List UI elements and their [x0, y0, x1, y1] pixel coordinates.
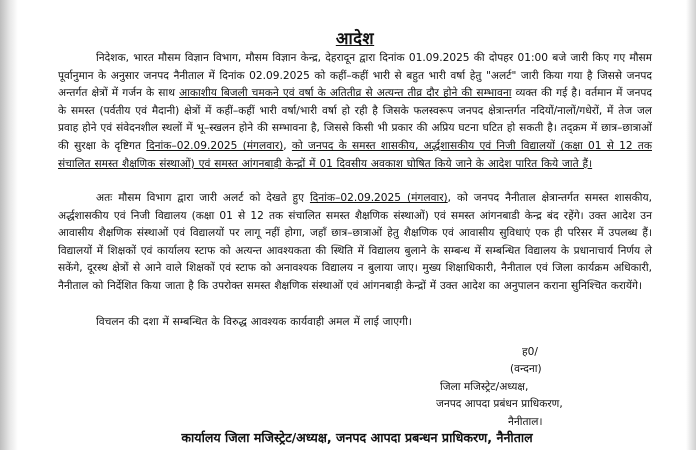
para2-underlined-date: दिनांक–02.09.2025 (मंगलवार) [309, 192, 448, 204]
order-paragraph-3: विचलन की दशा में सम्बन्धित के विरुद्ध आवश्यक कार्यवाही अमल में लाई जाएगी। [96, 316, 412, 328]
para1-text-comma: , [283, 139, 292, 152]
para1-underlined-holiday: को जनपद के समस्त शासकीय, अर्द्धशासकीय एवं निजी विद्यालयों (कक्षा 01 से 12 तक संचालित समस्त शैक्षणिक संस्थाओं) एवं समस्त आंगनबाड़ी केन्द्रों में 01 दिवसीय अवकाश घोषित किये जाने के आदेश पारित किये जाते हैं। [58, 139, 652, 170]
page-edge-shadow-right [686, 0, 696, 450]
order-paragraph-2 [58, 190, 652, 296]
para2-text-start: अतः मौसम विभाग द्वारा जारी अलर्ट को देखते हुए [96, 192, 310, 204]
para2-text-rest: , को जनपद नैनीताल क्षेत्रान्तर्गत समस्त शासकीय, अर्द्धशासकीय एवं निजी विद्यालय (कक्षा 01 से 12 तक संचालित समस्त शैक्षणिक संस्थाओं) एवं समस्त आंगनबाडी केन्द्र बंद रहेंगे। उक्त आदेश उन आवासीय शैक्षणिक संस्थाओं एवं विद्यालयों पर लागू नहीं होगा, जहाँ छात्र–छात्राओं हेतु शैक्षणिक एवं आवासीय सुविधाएं एक ही परिसर में उपलब्ध हैं। विद्यालयों में शिक्षकों एवं कार्यालय स्टाफ को अत्यन्त आवश्यकता की स्थिति में विद्यालय बुलाने के सम्बन्ध में सम्बन्धित विद्यालय के प्रधानाचार्य निर्णय ले सकेंगे, दूरस्थ क्षेत्रों से आने वाले शिक्षकों एवं स्टाफ को अनावश्यक विद्यालय न बुलाया जाए। मुख्य शिक्षाधिकारी, नैनीताल एवं जिला कार्यक्रम अधिकारी, नैनीताल को निर्देशित किया जाता है कि उपरोक्त समस्त शैक्षणिक संस्थाओं एवं आंगनबाड़ी केन्द्रों में उक्त आदेश का अनुपालन कराना सुनिश्चित करायेंगे। [58, 192, 653, 292]
para1-text-start: निदेशक, भारत मौसम विज्ञान विभाग, मौसम विज्ञान केन्द्र, देहरादून द्वारा दिनांक 01.09.2025 की दोपहर 01:00 बजे जारी किए गए मौसम पूर्वानुमान के अनुसार जनपद नैनीताल में दिनांक 02.09.2025 को कहीं–कहीं भारी से बहुत भारी वर्षा हेतु "अलर्ट" जारी किया गया है जिससे जनपद अन्तर्गत क्षेत्रों में गर्जन के साथ [58, 52, 652, 100]
para1-underlined-lightning: आकाशीय बिजली चमकने एवं वर्षा के अतितीव्र से अत्यन्त तीव्र दौर होने की सम्भावना [179, 87, 512, 100]
document-title: आदेश [335, 29, 375, 48]
signatory-authority: जनपद आपदा प्रबंधन प्राधिकरण, [436, 398, 563, 411]
page-edge-shadow [0, 0, 18, 450]
office-footer: कार्यालय जिला मजिस्ट्रेट/अध्यक्ष, जनपद आपदा प्रबन्धन प्राधिकरण, नैनीताल [181, 430, 533, 445]
para1-text-mid: व्यक्त की गई है। वर्तमान में जनपद के समस्त (पर्वतीय एवं मैदानी) क्षेत्रों में कहीं–कहीं भारी वर्षा/भारी वर्षा हो रही है जिसके फलस्वरूप जनपद क्षेत्रान्तर्गत नदियों/नालों/गधेरों, में तेज जल प्रवाह होने एवं संवेदनशील स्थलों में भू–स्खलन होने की सम्भावना है, जिससे किसी भी प्रकार की अप्रिय घटना घटित हो सकती है। तद्क्रम में छात्र–छात्राओं की सुरक्षा के दृष्टिगत [58, 87, 652, 152]
para1-underlined-date: दिनांक–02.09.2025 (मंगलवार) [146, 139, 284, 152]
signatory-name: (वन्दना) [510, 363, 542, 376]
signatory-place: नैनीताल। [508, 415, 543, 428]
order-document [52, 0, 658, 450]
order-paragraph-1 [58, 50, 652, 173]
signature-block [436, 344, 666, 431]
signatory-designation: जिला मजिस्ट्रेट/अध्यक्ष, [440, 380, 529, 393]
signature-mark: ह0/ [522, 346, 538, 358]
